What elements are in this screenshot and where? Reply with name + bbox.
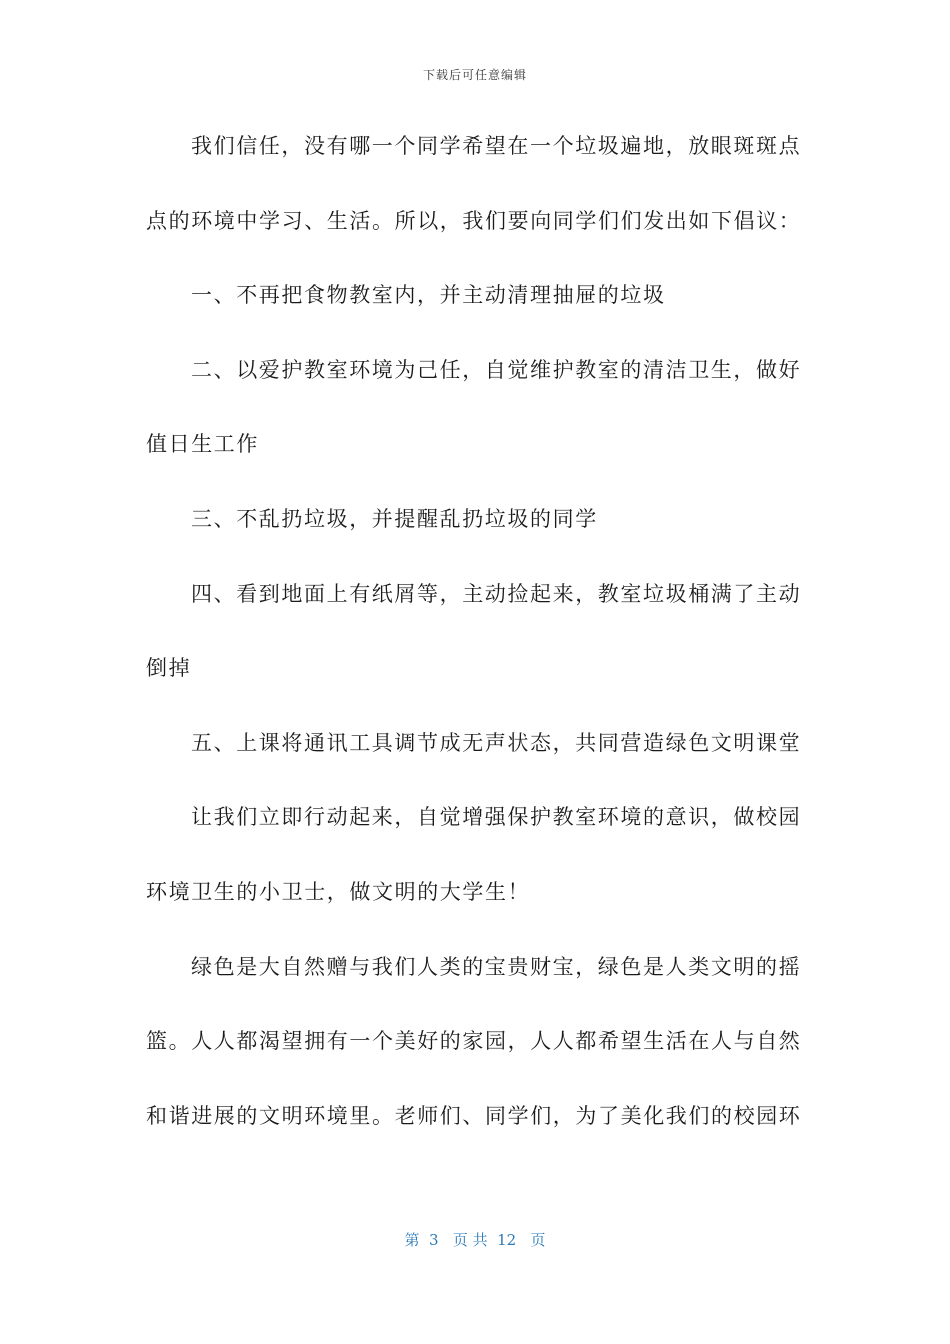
- text-line: 四、看到地面上有纸屑等，主动捡起来，教室垃圾桶满了主动: [191, 581, 802, 606]
- page-footer: 第 3 页 共 12 页: [404, 1231, 546, 1249]
- text-line: 一、不再把食物教室内，并主动清理抽屉的垃圾: [191, 283, 666, 308]
- text-line: 点的环境中学习、生活。所以，我们要向同学们们发出如下倡议：: [146, 208, 802, 233]
- text-line: 值日生工作: [146, 432, 259, 457]
- text-line: 绿色是大自然赠与我们人类的宝贵财宝，绿色是人类文明的摇: [191, 954, 802, 979]
- text-line: 二、以爱护教室环境为己任，自觉维护教室的清洁卫生，做好: [191, 357, 802, 382]
- text-line: 让我们立即行动起来，自觉增强保护教室环境的意识，做校园: [191, 805, 802, 830]
- text-line: 和谐进展的文明环境里。老师们、同学们，为了美化我们的校园环: [146, 1103, 802, 1128]
- text-line: 五、上课将通讯工具调节成无声状态，共同营造绿色文明课堂: [191, 730, 802, 755]
- document-body: [146, 126, 806, 1170]
- text-line: 倒掉: [146, 656, 192, 681]
- text-line: 三、不乱扔垃圾，并提醒乱扔垃圾的同学: [191, 506, 598, 531]
- text-line: 我们信任，没有哪一个同学希望在一个垃圾遍地，放眼斑斑点: [191, 134, 802, 158]
- text-line: 篮。人人都渴望拥有一个美好的家园，人人都希望生活在人与自然: [146, 1029, 802, 1054]
- header-note: 下载后可任意编辑: [422, 68, 527, 82]
- text-line: 环境卫生的小卫士，做文明的大学生！: [146, 879, 531, 904]
